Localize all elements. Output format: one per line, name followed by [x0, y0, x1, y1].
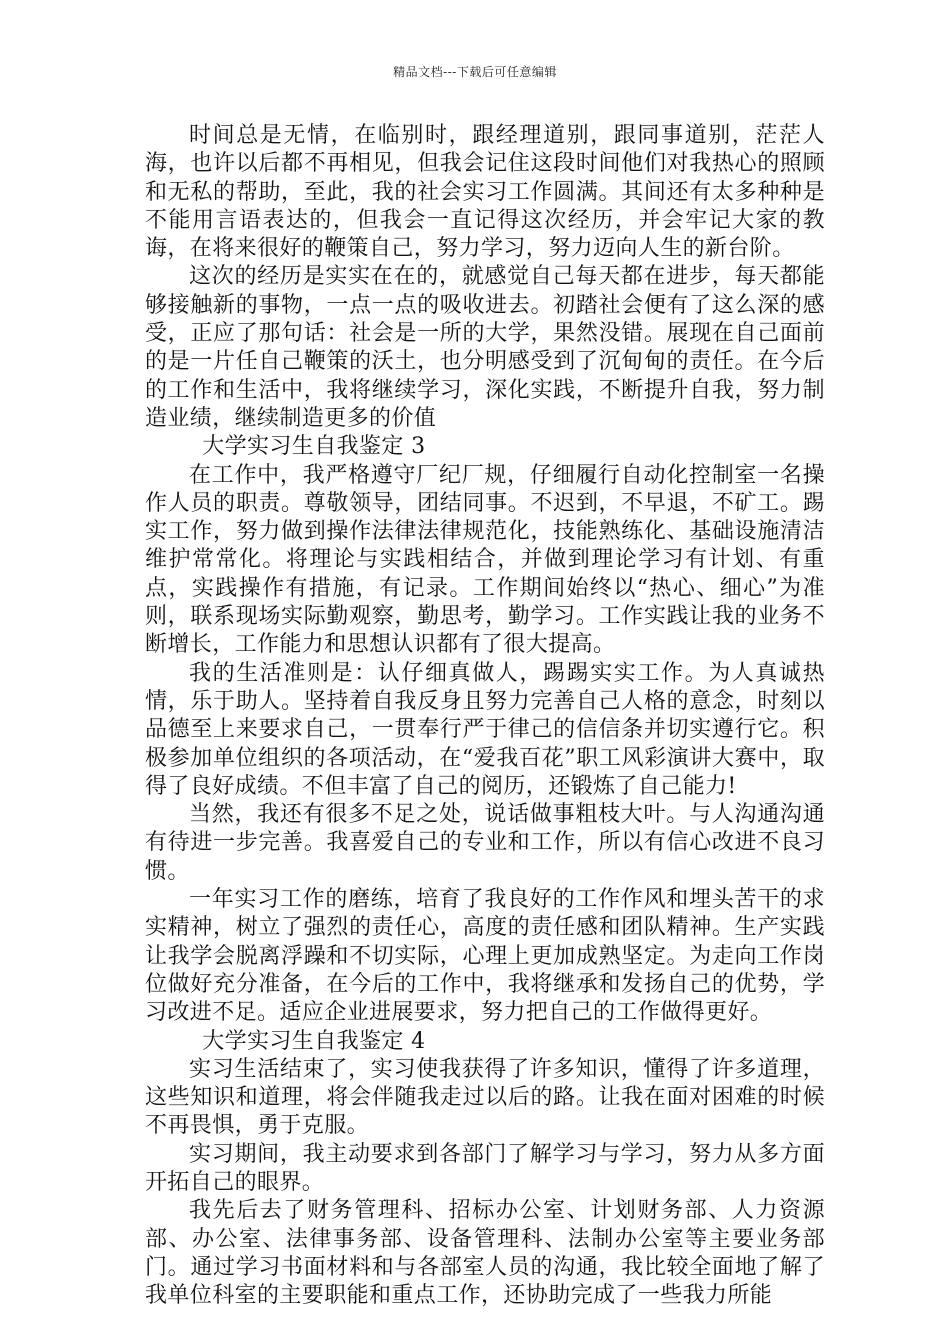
- page-header: 精品文档---下载后可任意编辑: [393, 65, 557, 79]
- paragraph: 当然，我还有很多不足之处，说话做事粗枝大叶。与人沟通沟通有待进一步完善。我喜爱自己的专业和工作，所以有信心改进不良习惯。: [145, 802, 825, 884]
- section-heading: 大学实习生自我鉴定 3: [202, 434, 426, 460]
- paragraph: 一年实习工作的磨练，培育了我良好的工作作风和埋头苦干的求实精神，树立了强烈的责任心，高度的责任感和团队精神。生产实践让我学会脱离浮躁和不切实际，心理上更加成熟坚定。为走向工作岗位做好充分准备，在今后的工作中，我将继承和发扬自己的优势，学习改进不足。适应企业进展要求，努力把自己的工作做得更好。: [145, 887, 825, 1026]
- paragraph: 这次的经历是实实在在的，就感觉自己每天都在进步，每天都能够接触新的事物，一点一点的吸收进去。初踏社会便有了这么深的感受，正应了那句话：社会是一所的大学，果然没错。展现在自己面前的是一片任自己鞭策的沃土，也分明感受到了沉甸甸的责任。在今后的工作和生活中，我将继续学习，深化实践，不断提升自我，努力制造业绩，继续制造更多的价值: [145, 264, 825, 431]
- paragraph: 我的生活准则是：认仔细真做人，踢踢实实工作。为人真诚热情，乐于助人。坚持着自我反身且努力完善自己人格的意念，时刻以品德至上来要求自己，一贯奉行严于律己的信信条并切实遵行它。积极参加单位组织的各项活动，在“爱我百花”职工风彩演讲大赛中，取得了良好成绩。不但丰富了自己的阅历，还锻炼了自己能力!: [145, 660, 825, 799]
- paragraph: 实习生活结束了，实习使我获得了许多知识，懂得了许多道理，这些知识和道理，将会伴随我走过以后的路。让我在面对困难的时候不再畏惧，勇于克服。: [145, 1056, 825, 1139]
- paragraph: 我先后去了财务管理科、招标办公室、计划财务部、人力资源部、办公室、法律事务部、设备管理科、法制办公室等主要业务部门。通过学习书面材料和与各部室人员的沟通，我比较全面地了解了我单位科室的主要职能和重点工作，还协助完成了一些我力所能: [145, 1198, 825, 1309]
- section-heading: 大学实习生自我鉴定 4: [202, 1028, 426, 1054]
- paragraph: 实习期间，我主动要求到各部门了解学习与学习，努力从多方面开拓自己的眼界。: [145, 1141, 825, 1195]
- document-body: [145, 122, 825, 1310]
- paragraph: 时间总是无情，在临别时，跟经理道别，跟同事道别，茫茫人海，也许以后都不再相见，但我会记住这段时间他们对我热心的照顾和无私的帮助，至此，我的社会实习工作圆满。其间还有太多种种是不能用言语表达的，但我会一直记得这次经历，并会牢记大家的教诲，在将来很好的鞭策自己，努力学习，努力迈向人生的新台阶。: [145, 123, 825, 262]
- paragraph: 在工作中，我严格遵守厂纪厂规，仔细履行自动化控制室一名操作人员的职责。尊敬领导，团结同事。不迟到，不早退，不矿工。踢实工作，努力做到操作法律法律规范化，技能熟练化、基础设施清洁维护常常化。将理论与实践相结合，并做到理论学习有计划、有重点，实践操作有措施，有记录。工作期间始终以“热心、细心”为准则，联系现场实际勤观察，勤思考，勤学习。工作实践让我的业务不断增长，工作能力和思想认识都有了很大提高。: [145, 462, 825, 658]
